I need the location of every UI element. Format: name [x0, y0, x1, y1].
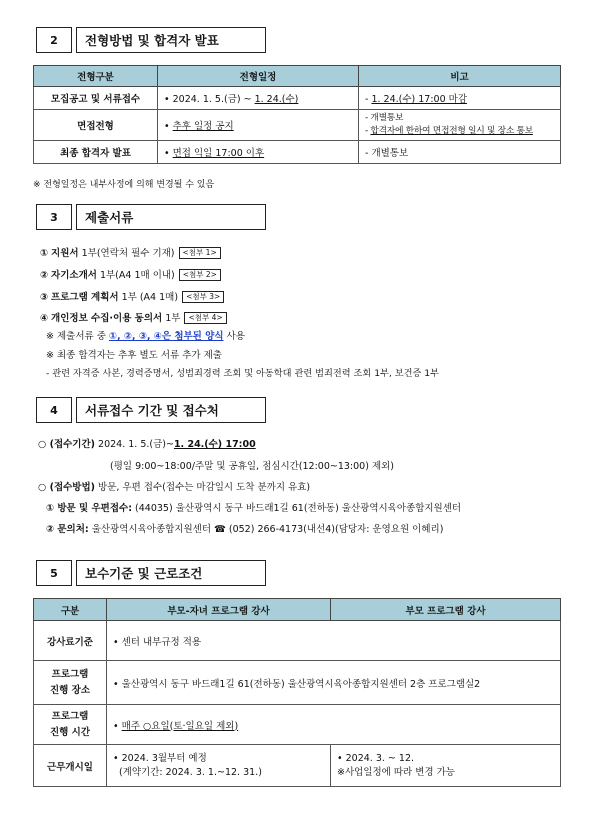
start-date-parent-cell: • 2024. 3. ~ 12. ※사업일정에 따라 변경 가능: [331, 745, 561, 787]
remark-cell: - 개별통보: [359, 141, 561, 164]
remark-cell: - 1. 24.(수) 17:00 마감: [359, 87, 561, 110]
schedule-cell: • 추후 일정 공지: [158, 110, 359, 141]
section-5-header: [36, 560, 266, 586]
table-row: [34, 110, 561, 141]
documents-note: ※ 제출서류 중 ①, ②, ③, ④은 첨부된 양식 사용: [46, 331, 245, 342]
document-item: ① 지원서 1부(연락처 필수 기재) <첨부 1>: [40, 245, 221, 259]
application-period-detail: (평일 9:00~18:00/주말 및 공휴일, 점심시간(12:00~13:00) 제외): [110, 461, 395, 472]
schedule-cell: • 면접 익일 17:00 이후: [158, 141, 359, 164]
section-4-number: 4: [36, 397, 72, 423]
header-remarks: 비고: [359, 66, 561, 87]
application-method: ○ (접수방법) 방문, 우편 접수(접수는 마감일시 도착 분까지 유효): [38, 482, 311, 493]
table-row: [34, 745, 561, 787]
schedule-cell: • 2024. 1. 5.(금) ~ 1. 24.(수): [158, 87, 359, 110]
header-parent-instructor: 부모 프로그램 강사: [331, 599, 561, 621]
document-item: ③ 프로그램 계획서 1부 (A4 1매) <첨부 3>: [40, 289, 224, 303]
document-item: ② 자기소개서 1부(A4 1매 이내) <첨부 2>: [40, 267, 221, 281]
additional-documents-note: ※ 최종 합격자는 추후 별도 서류 추가 제출: [46, 350, 222, 361]
header-selection-type: 전형구분: [34, 66, 158, 87]
table-row: [34, 705, 561, 745]
section-2-header: [36, 27, 266, 53]
program-location-cell: • 울산광역시 동구 바드래1길 61(전하동) 울산광역시육아종합지원센터 2층 프로그램실2: [107, 661, 561, 705]
start-date-parent-child-cell: • 2024. 3월부터 예정 (계약기간: 2024. 3. 1.~12. 31.): [107, 745, 331, 787]
section-3-title: 제출서류: [76, 204, 266, 230]
section-4-header: [36, 397, 266, 423]
selection-schedule-table: [33, 65, 561, 164]
remark-cell: - 개별통보 - 합격자에 한하여 면접전형 일시 및 장소 통보: [359, 110, 561, 141]
table-row: [34, 621, 561, 661]
section-5-title: 보수기준 및 근로조건: [76, 560, 266, 586]
header-category: 구분: [34, 599, 107, 621]
table-row: [34, 141, 561, 164]
application-period: ○ (접수기간) 2024. 1. 5.(금)~1. 24.(수) 17:00: [38, 439, 256, 450]
header-selection-schedule: 전형일정: [158, 66, 359, 87]
attachment-tag: <첨부 4>: [184, 312, 226, 324]
program-time-cell: • 매주 ○요일(토·일요일 제외): [107, 705, 561, 745]
header-parent-child-instructor: 부모-자녀 프로그램 강사: [107, 599, 331, 621]
row-label: 면접전형: [34, 110, 158, 141]
table-row: [34, 661, 561, 705]
row-label: 최종 합격자 발표: [34, 141, 158, 164]
section-3-header: [36, 204, 266, 230]
row-label: 강사료기준: [34, 621, 107, 661]
attachment-tag: <첨부 2>: [179, 269, 221, 281]
contact-info: ② 문의처: 울산광역시육아종합지원센터 ☎ (052) 266-4173(내선4)(담당자: 운영요원 이혜리): [46, 524, 444, 535]
additional-documents-list: - 관련 자격증 사본, 경력증명서, 성범죄경력 조회 및 아동학대 관련 범죄전력 조회 1부, 보건증 1부: [46, 368, 440, 379]
row-label: 근무개시일: [34, 745, 107, 787]
document-item: ④ 개인정보 수집·이용 동의서 1부 <첨부 4>: [40, 310, 227, 324]
section-2-number: 2: [36, 27, 72, 53]
schedule-footnote: ※ 전형일정은 내부사정에 의해 변경될 수 있음: [33, 180, 215, 190]
row-label: 모집공고 및 서류접수: [34, 87, 158, 110]
visit-mail-address: ① 방문 및 우편접수: (44035) 울산광역시 동구 바드래1길 61(전하동) 울산광역시육아종합지원센터: [46, 503, 462, 514]
section-4-title: 서류접수 기간 및 접수처: [76, 397, 266, 423]
section-3-number: 3: [36, 204, 72, 230]
row-label: 프로그램 진행 시간: [34, 705, 107, 745]
section-2-title: 전형방법 및 합격자 발표: [76, 27, 266, 53]
attachment-tag: <첨부 1>: [179, 247, 221, 259]
fee-standard-cell: • 센터 내부규정 적용: [107, 621, 561, 661]
compensation-table: [33, 598, 561, 787]
table-row: [34, 87, 561, 110]
section-5-number: 5: [36, 560, 72, 586]
row-label: 프로그램 진행 장소: [34, 661, 107, 705]
attachment-tag: <첨부 3>: [182, 291, 224, 303]
